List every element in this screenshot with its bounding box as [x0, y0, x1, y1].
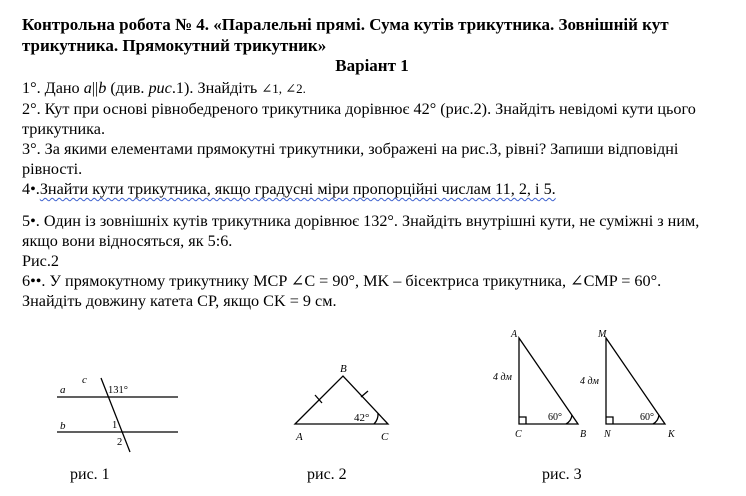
task-1-text: Дано [40, 79, 84, 97]
tick-bc [361, 391, 368, 397]
angle-arc-c [374, 413, 378, 424]
fig3-right-angle: 60° [640, 412, 654, 423]
task-1-line-b: b [98, 79, 107, 97]
task-1-fig-ref: рис [148, 79, 172, 97]
fig3-left-angle: 60° [548, 412, 562, 423]
fig3-label-b: B [580, 429, 587, 440]
task-1-parallel-sign: || [91, 79, 99, 97]
fig3-right-side: 4 дм [580, 376, 599, 387]
variant-label: Варіант 1 [335, 56, 409, 75]
right-angle-c [519, 417, 526, 424]
fig3-label-m: M [598, 329, 607, 340]
task-1-number: 1°. [22, 79, 41, 97]
figure-2 [295, 376, 388, 424]
fig3-label-n: N [604, 429, 611, 440]
fig2-label-c: C [381, 431, 389, 443]
task-5: 5•. Один із зовнішніх кутів трикутника дорівнює 132°. Знайдіть внутрішні кути, не суміжні з ним, якщо вони відносяться, як 5:6. [22, 212, 700, 250]
fig1-label-b: b [60, 420, 66, 432]
task-1-angles: ∠1, ∠2. [261, 81, 306, 96]
fig1-label-a: a [60, 384, 66, 396]
fig2-angle-42: 42° [354, 412, 370, 424]
task-4-text: Знайти кути трикутника, якщо градусні міри пропорційні числам 11, 2, і 5. [39, 180, 556, 198]
angle-arc-b [566, 415, 572, 424]
fig1-angle-1: 1 [112, 420, 118, 431]
fig2-label-b: B [340, 363, 347, 375]
task-3: 3°. За якими елементами прямокутні трикутники, зображені на рис.3, рівні? Запиши відповідні рівності. [22, 140, 679, 178]
worksheet-title: Контрольна робота № 4. «Паралельні прямі. Сума кутів трикутника. Зовнішній кут трикутника. Прямокутний трикутник» [22, 15, 669, 55]
task-4-number: 4•. [22, 180, 40, 198]
tick-ab [315, 395, 322, 403]
task-6: 6••. У прямокутному трикутнику MCP ∠C = 90°, MK – бісектриса трикутника, ∠CMP = 60°. Знайдіть довжину катета CP, якщо CK = 9 см. [22, 272, 662, 310]
fig3-caption: рис. 3 [542, 466, 582, 483]
task-1-text-mid: (див. [106, 79, 149, 97]
right-angle-n [606, 417, 613, 424]
task-2: 2°. Кут при основі рівнобедреного трикутника дорівнює 42° (рис.2). Знайдіть невідомі кути цього трикутника. [22, 100, 696, 138]
triangle-abc [295, 376, 388, 424]
fig1-angle-2: 2 [117, 437, 123, 448]
fig1-caption: рис. 1 [70, 466, 110, 483]
fig1-angle-131: 131° [108, 385, 128, 396]
figure-3-right [606, 338, 665, 424]
fig3-label-c: C [515, 429, 522, 440]
fig1-label-c: c [82, 374, 87, 386]
fig2-caption: рис. 2 [307, 466, 347, 483]
fig3-label-k: K [668, 429, 675, 440]
task-1-text-post: .1). Знайдіть [171, 79, 262, 97]
task-1-line-a: a [83, 79, 92, 97]
fig2-label-a: A [296, 431, 303, 443]
task-5-fig-ref: Рис.2 [22, 252, 59, 270]
fig3-label-a: A [511, 329, 518, 340]
triangle-mnk [606, 338, 665, 424]
fig3-left-side: 4 дм [493, 372, 512, 383]
